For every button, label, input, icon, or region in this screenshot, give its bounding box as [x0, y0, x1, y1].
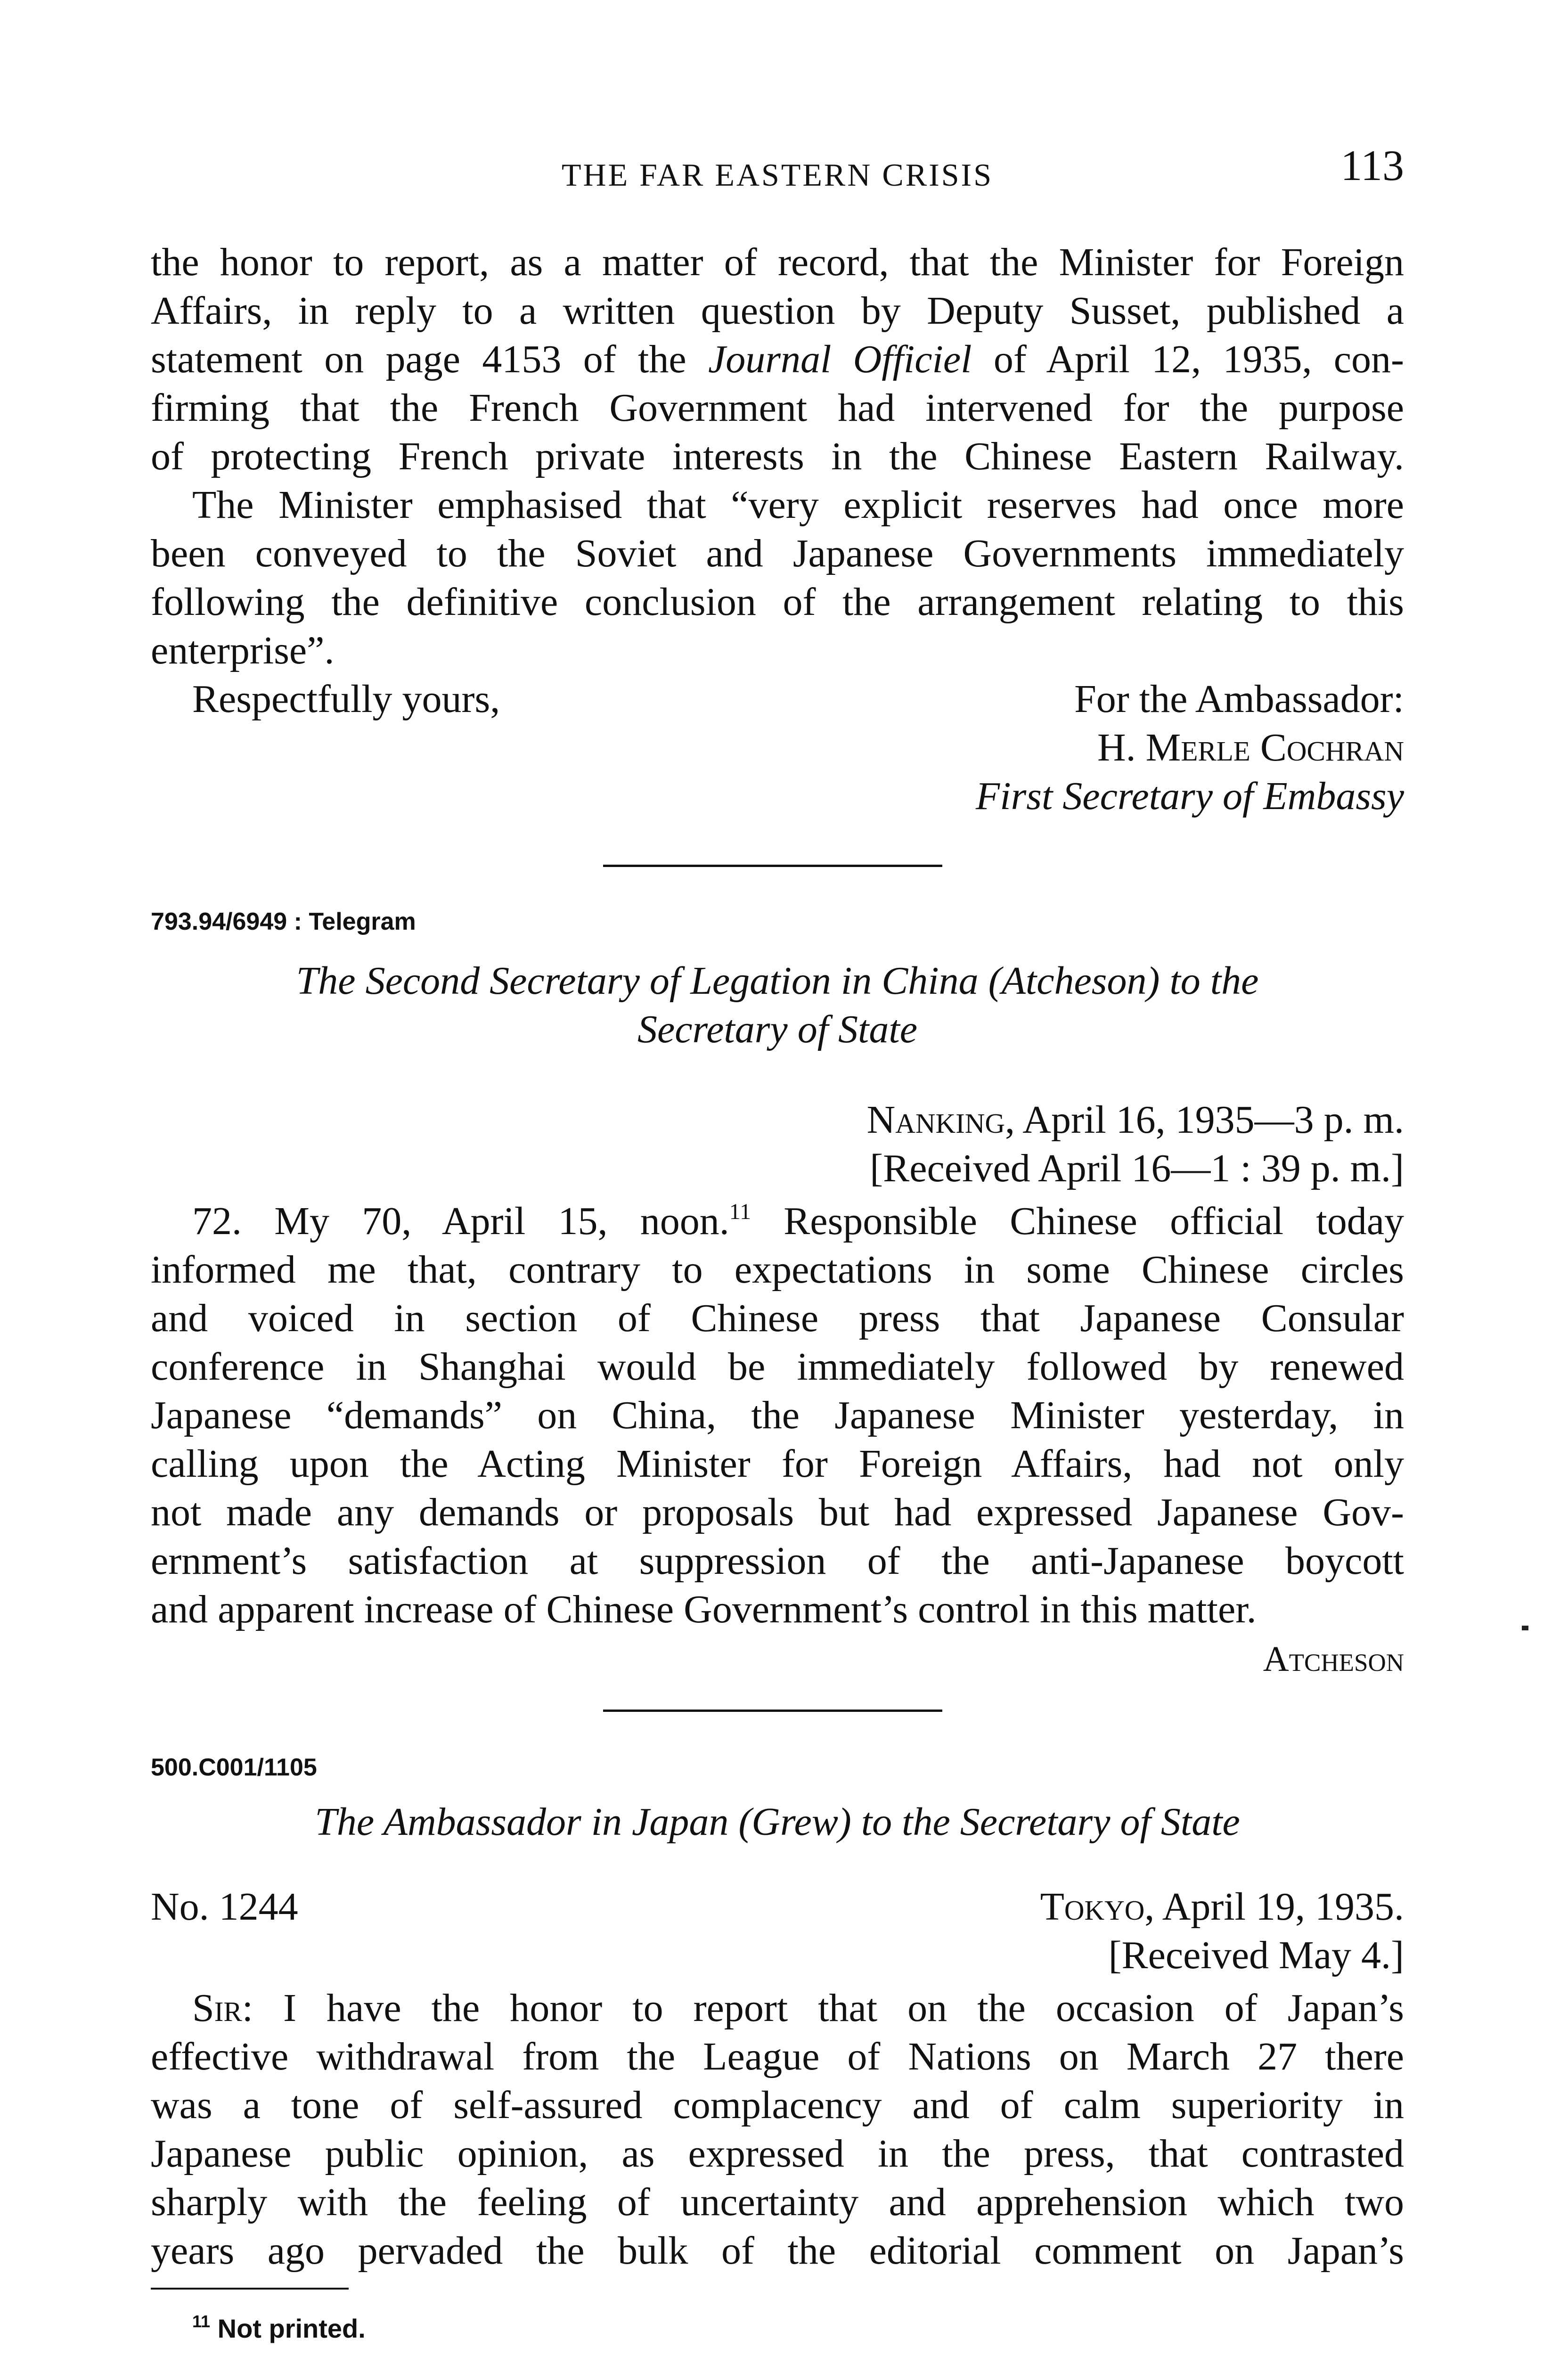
- body-line: firming that the French Government had intervened for the purpose: [151, 386, 1404, 430]
- body-line: Affairs, in reply to a written question by Deputy Susset, published a: [151, 289, 1404, 333]
- despatch-body: [151, 1984, 1404, 2275]
- signature: Atcheson: [1263, 1639, 1404, 1679]
- margin-mark: [1522, 1626, 1528, 1630]
- body-line: been conveyed to the Soviet and Japanese Governments immediately: [151, 532, 1404, 575]
- body-line: conference in Shanghai would be immediately followed by renewed: [151, 1345, 1404, 1389]
- body-text: statement on page 4153 of the: [151, 337, 686, 381]
- body-line: not made any demands or proposals but had expressed Japanese Gov-: [151, 1490, 1404, 1534]
- date: April 16, 1935—3 p. m.: [1022, 1098, 1404, 1142]
- document-heading: [151, 957, 1404, 1054]
- body-line: calling upon the Acting Minister for Foreign Affairs, had not only: [151, 1442, 1404, 1486]
- body-line: effective withdrawal from the League of Nations on March 27 there: [151, 2035, 1404, 2078]
- body-line: and apparent increase of Chinese Government’s control in this matter.: [151, 1587, 1257, 1631]
- place: Tokyo,: [1040, 1885, 1155, 1929]
- body-line: years ago pervaded the bulk of the editorial comment on Japan’s: [151, 2229, 1404, 2273]
- body-line: was a tone of self-assured complacency and of calm superiority in: [151, 2083, 1404, 2127]
- body-line: and voiced in section of Chinese press that Japanese Consular: [151, 1296, 1404, 1340]
- body-line: enterprise”.: [151, 629, 335, 672]
- body-line: [151, 1197, 1404, 1245]
- continuation-paragraph: [151, 238, 1404, 675]
- heading-line: The Second Secretary of Legation in China (Atcheson) to the: [296, 959, 1259, 1003]
- for-line: For the Ambassador:: [1074, 677, 1404, 721]
- dateline: [707, 1882, 1404, 1931]
- body-line: Japanese public opinion, as expressed in the press, that contrasted: [151, 2132, 1404, 2176]
- section-divider: [603, 865, 942, 867]
- footnote-rule: [151, 2288, 349, 2290]
- file-number: 793.94/6949 : Telegram: [151, 908, 416, 935]
- footnote-marker: 11: [192, 2312, 211, 2331]
- footnote: [192, 2304, 366, 2353]
- body-line: [151, 1984, 1404, 2032]
- footnote-ref: 11: [729, 1199, 751, 1224]
- place: Nanking,: [866, 1098, 1015, 1142]
- body-line: following the definitive conclusion of the arrangement relating to this: [151, 580, 1404, 624]
- signer-name: H. Merle Cochran: [1097, 726, 1404, 769]
- date: April 19, 1935.: [1162, 1885, 1404, 1929]
- body-line: [151, 335, 1404, 384]
- body-line: The Minister emphasised that “very explicit reserves had once more: [192, 483, 1404, 527]
- despatch-number: No. 1244: [151, 1885, 298, 1929]
- body-line: the honor to report, as a matter of record, that the Minister for Foreign: [151, 240, 1404, 284]
- body-line: ernment’s satisfaction at suppression of the anti-Japanese boycott: [151, 1539, 1404, 1583]
- body-line: informed me that, contrary to expectations in some Chinese circles: [151, 1248, 1404, 1292]
- dateline: [707, 1096, 1404, 1144]
- file-number: 500.C001/1105: [151, 1754, 317, 1781]
- running-title: THE FAR EASTERN CRISIS: [561, 157, 994, 193]
- body-line: Japanese “demands” on China, the Japanese Minister yesterday, in: [151, 1393, 1404, 1437]
- signer-title: First Secretary of Embassy: [975, 774, 1404, 818]
- journal-title: Journal Officiel: [708, 337, 972, 381]
- body-line: of protecting French private interests in the Chinese Eastern Railway.: [151, 434, 1404, 478]
- received-line: [Received April 16—1 : 39 p. m.]: [870, 1146, 1404, 1190]
- salutation: Sir: [192, 1986, 242, 2030]
- body-text: of April 12, 1935, con-: [993, 337, 1405, 381]
- received-line: [Received May 4.]: [1108, 1933, 1404, 1977]
- body-text: Responsible Chinese official today: [784, 1199, 1404, 1243]
- body-text: : I have the honor to report that on the occasion of Japan’s: [242, 1986, 1404, 2030]
- section-divider: [603, 1710, 942, 1712]
- document-heading: The Ambassador in Japan (Grew) to the Secretary of State: [315, 1800, 1240, 1844]
- page-header: [151, 141, 1404, 198]
- heading-line: Secretary of State: [637, 1007, 918, 1051]
- page-number: 113: [1340, 141, 1404, 189]
- body-text: 72. My 70, April 15, noon.: [192, 1199, 729, 1243]
- body-line: sharply with the feeling of uncertainty and apprehension which two: [151, 2180, 1404, 2224]
- closing: Respectfully yours,: [192, 677, 500, 721]
- telegram-body: [151, 1197, 1404, 1634]
- footnote-text: Not printed.: [217, 2314, 366, 2343]
